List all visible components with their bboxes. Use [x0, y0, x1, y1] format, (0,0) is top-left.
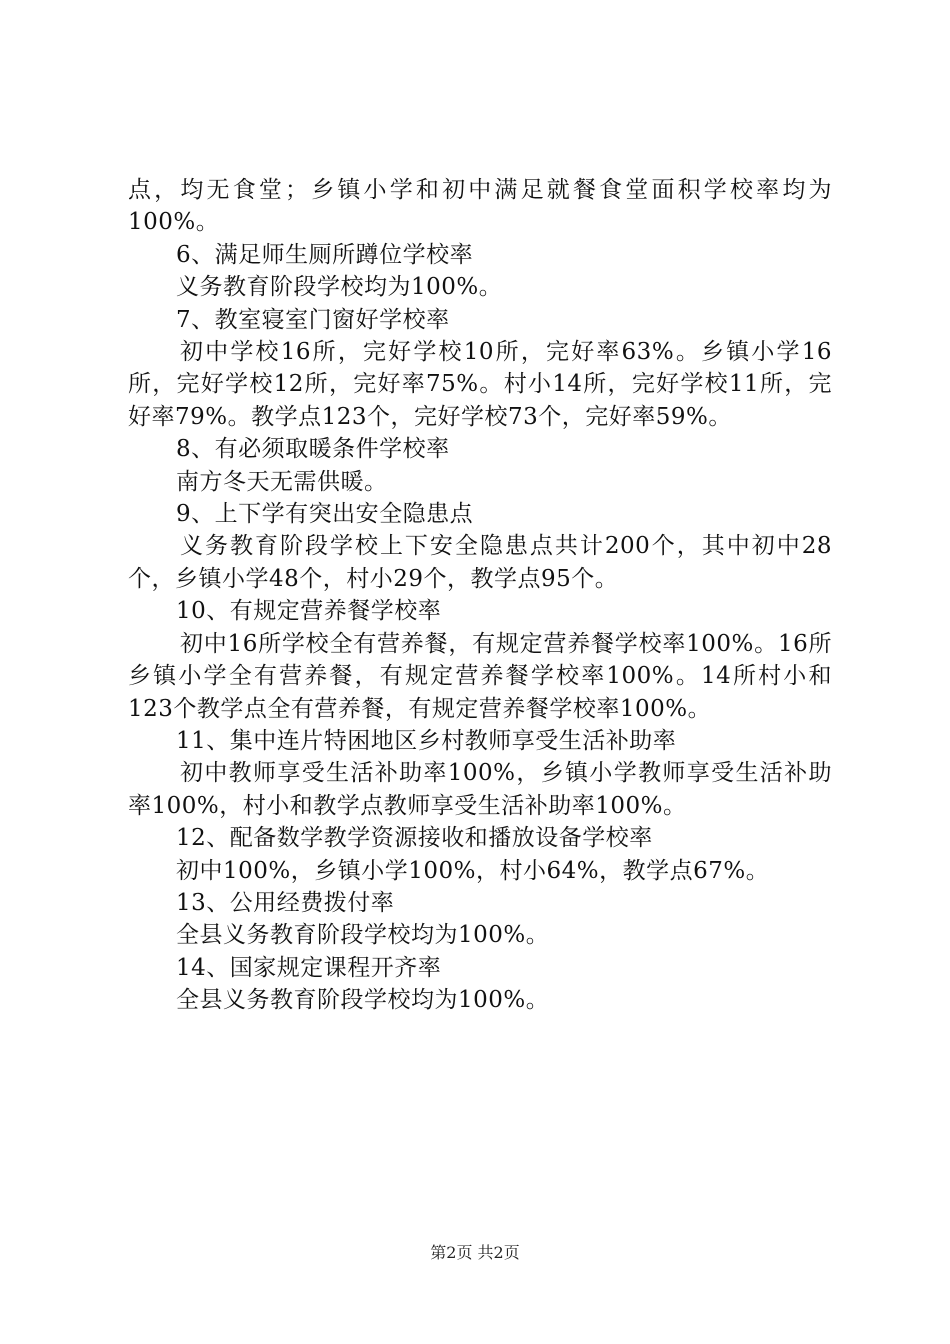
section-heading-13: 13、公用经费拨付率 — [176, 889, 395, 916]
document-body — [128, 174, 832, 1017]
section-body-8: 南方冬天无需供暖。 — [176, 468, 388, 495]
section-heading-11: 11、集中连片特困地区乡村教师享受生活补助率 — [176, 727, 677, 754]
section-heading-12: 12、配备数学教学资源接收和播放设备学校率 — [176, 825, 653, 852]
section-heading-10: 10、有规定营养餐学校率 — [176, 598, 442, 625]
section-body-9: 义务教育阶段学校上下安全隐患点共计200个，其中初中28个，乡镇小学48个，村小29个，教学点95个。 — [128, 533, 832, 592]
section-body-6: 义务教育阶段学校均为100%。 — [176, 274, 503, 301]
section-heading-6: 6、满足师生厕所蹲位学校率 — [176, 241, 474, 268]
section-heading-7: 7、教室寝室门窗好学校率 — [176, 306, 450, 333]
section-body-11: 初中教师享受生活补助率100%，乡镇小学教师享受生活补助率100%，村小和教学点教师享受生活补助率100%。 — [128, 760, 832, 819]
section-heading-8: 8、有必须取暖条件学校率 — [176, 436, 450, 463]
section-body-10: 初中16所学校全有营养餐，有规定营养餐学校率100%。16所乡镇小学全有营养餐，有规定营养餐学校率100%。14所村小和123个教学点全有营养餐，有规定营养餐学校率100%。 — [128, 630, 832, 722]
section-body-14: 全县义务教育阶段学校均为100%。 — [176, 987, 550, 1014]
section-heading-9: 9、上下学有突出安全隐患点 — [176, 501, 474, 528]
paragraph-continuation: 点，均无食堂；乡镇小学和初中满足就餐食堂面积学校率均为100%。 — [128, 177, 832, 236]
page-footer: 第2页 共2页 — [430, 1243, 520, 1262]
section-body-13: 全县义务教育阶段学校均为100%。 — [176, 922, 550, 949]
section-body-12: 初中100%，乡镇小学100%，村小64%，教学点67%。 — [176, 857, 770, 884]
section-body-7: 初中学校16所，完好学校10所，完好率63%。乡镇小学16所，完好学校12所，完好率75%。村小14所，完好学校11所，完好率79%。教学点123个，完好学校73个，完好率59%。 — [128, 339, 832, 430]
section-heading-14: 14、国家规定课程开齐率 — [176, 954, 442, 981]
